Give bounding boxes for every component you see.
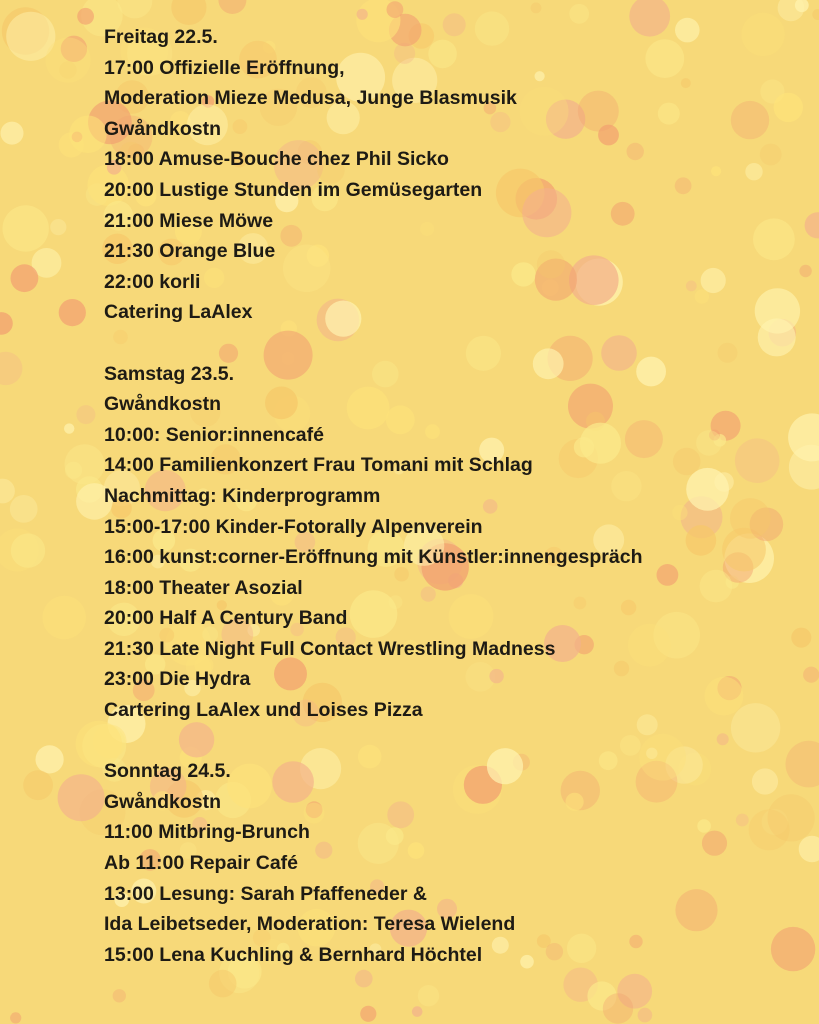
schedule-line: 14:00 Familienkonzert Frau Tomani mit Schlag — [104, 454, 533, 477]
schedule-line: 21:00 Miese Möwe — [104, 209, 274, 232]
schedule-line: 18:00 Amuse-Bouche chez Phil Sicko — [104, 148, 449, 171]
bokeh-dot — [805, 212, 819, 238]
bokeh-dot — [360, 1006, 376, 1022]
day-saturday — [104, 359, 804, 726]
schedule-line: 13:00 Lesung: Sarah Pfaffeneder & — [104, 882, 427, 905]
schedule-line: 18:00 Theater Asozial — [104, 576, 303, 599]
bokeh-dot — [218, 0, 246, 14]
bokeh-dot — [812, 9, 819, 20]
bokeh-dot — [76, 405, 95, 424]
schedule-line: 20:00 Lustige Stunden im Gemüsegarten — [104, 178, 483, 201]
schedule-line: 17:00 Offizielle Eröffnung, — [104, 56, 345, 79]
bokeh-dot — [69, 116, 107, 154]
bokeh-dot — [11, 264, 39, 292]
bokeh-dot — [11, 533, 45, 567]
bokeh-dot — [36, 745, 64, 773]
program-schedule — [104, 22, 804, 1001]
day-sunday — [104, 756, 804, 970]
bokeh-dot — [569, 4, 589, 24]
schedule-line: 23:00 Die Hydra — [104, 668, 251, 691]
schedule-line: 11:00 Mitbring-Brunch — [104, 821, 310, 844]
bokeh-dot — [803, 667, 819, 683]
schedule-line: Moderation Mieze Medusa, Junge Blasmusik — [104, 87, 517, 110]
day-heading: Samstag 23.5. — [104, 362, 235, 385]
schedule-line: Gwåndkostn — [104, 117, 222, 140]
bokeh-dot — [778, 0, 805, 21]
bokeh-dot — [50, 219, 66, 235]
bokeh-dot — [23, 770, 53, 800]
schedule-line: Gwåndkostn — [104, 393, 222, 416]
schedule-line: 15:00 Lena Kuchling & Bernhard Höchtel — [104, 943, 483, 966]
bokeh-dot — [46, 38, 91, 83]
bokeh-dot — [59, 299, 86, 326]
day-friday — [104, 22, 804, 328]
bokeh-dot — [0, 479, 15, 504]
schedule-line: Gwåndkostn — [104, 790, 222, 813]
bokeh-dot — [357, 9, 368, 20]
schedule-line: Catering LaAlex — [104, 301, 253, 324]
bokeh-dot — [531, 3, 542, 14]
bokeh-dot — [77, 8, 94, 25]
schedule-line: Cartering LaAlex und Loises Pizza — [104, 699, 423, 722]
bokeh-dot — [387, 1, 404, 18]
bokeh-dot — [412, 1006, 423, 1017]
schedule-line: 22:00 korli — [104, 270, 201, 293]
bokeh-dot — [3, 205, 49, 251]
schedule-line: 15:00-17:00 Kinder-Fotorally Alpenverein — [104, 515, 483, 538]
schedule-line: Ab 11:00 Repair Café — [104, 852, 299, 875]
schedule-line: 10:00: Senior:innencafé — [104, 423, 324, 446]
bokeh-dot — [42, 596, 86, 640]
day-heading: Freitag 22.5. — [104, 26, 218, 48]
bokeh-dot — [1, 122, 24, 145]
bokeh-dot — [10, 495, 38, 523]
bokeh-dot — [10, 1012, 21, 1023]
bokeh-dot — [65, 462, 82, 479]
day-heading: Sonntag 24.5. — [104, 760, 231, 783]
bokeh-dot — [0, 312, 13, 335]
bokeh-dot — [58, 774, 105, 821]
schedule-line: Ida Leibetseder, Moderation: Teresa Wielend — [104, 913, 516, 936]
schedule-line: 16:00 kunst:corner-Eröffnung mit Künstler:innengespräch — [104, 546, 643, 569]
schedule-line: 21:30 Late Night Full Contact Wrestling Madness — [104, 637, 556, 660]
schedule-line: Nachmittag: Kinderprogramm — [104, 484, 381, 507]
bokeh-dot — [638, 1008, 653, 1023]
bokeh-dot — [64, 423, 74, 433]
schedule-line: 21:30 Orange Blue — [104, 240, 276, 263]
bokeh-dot — [0, 352, 22, 385]
schedule-line: 20:00 Half A Century Band — [104, 607, 348, 630]
